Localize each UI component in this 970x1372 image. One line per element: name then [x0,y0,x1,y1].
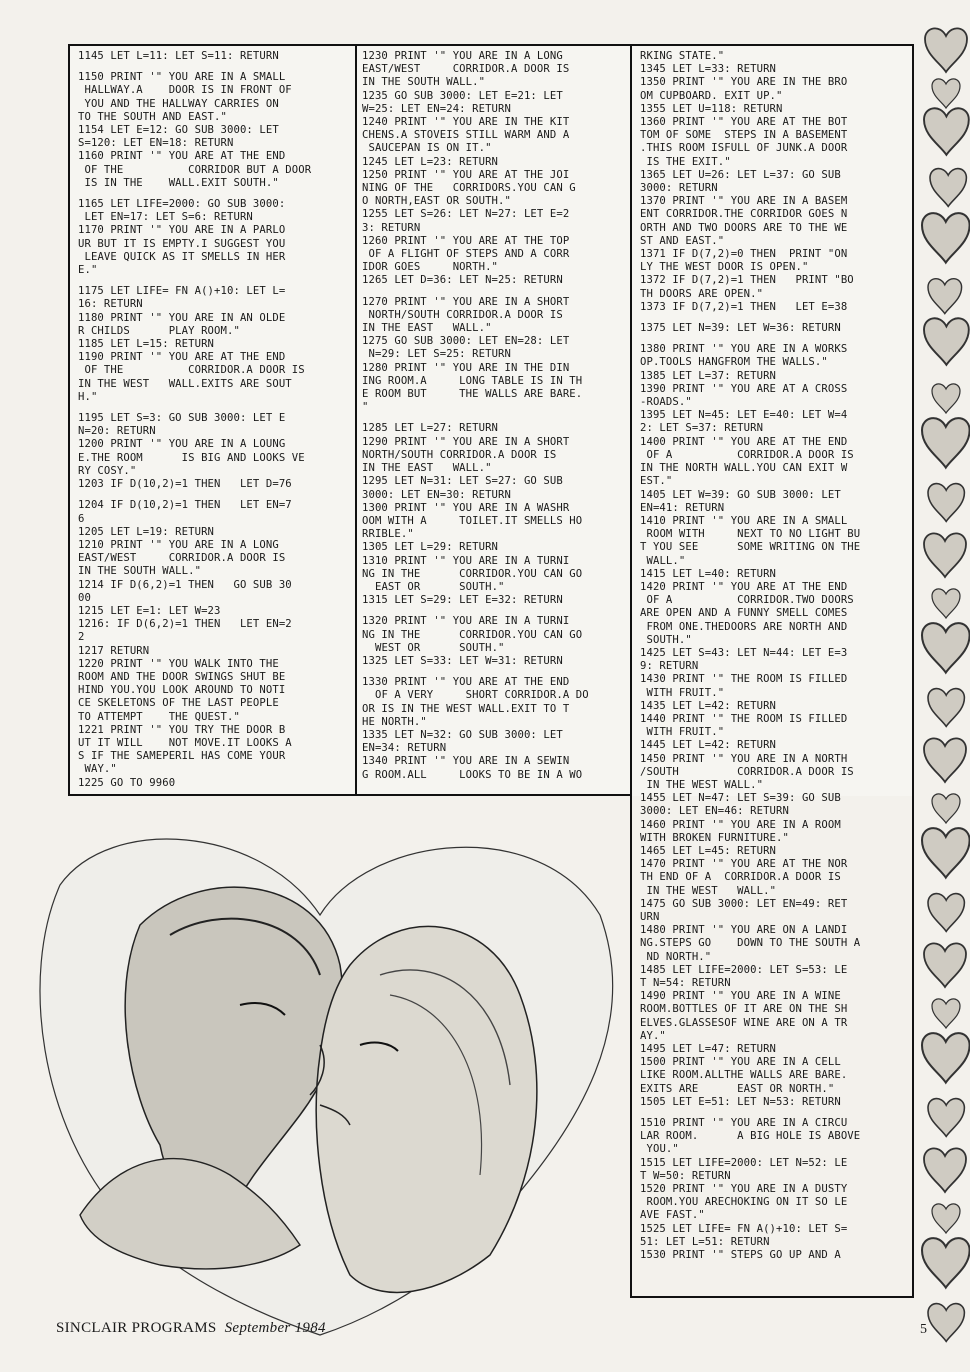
listing-line: 1295 LET N=31: LET S=27: GO SUB [362,475,563,488]
listing-line: 1190 PRINT '" YOU ARE AT THE END [78,351,286,364]
listing-line: 1500 PRINT '" YOU ARE IN A CELL [640,1056,841,1069]
frame-left [68,44,70,796]
listing-line: 1170 PRINT '" YOU ARE IN A PARLO [78,224,286,237]
listing-column-2 [362,50,628,782]
listing-line: 3000: LET EN=46: RETURN [640,805,789,818]
listing-line: EST." [640,475,673,488]
listing-line: 1240 PRINT '" YOU ARE IN THE KIT [362,116,570,129]
issue-date: September 1984 [224,1320,326,1336]
listing-line: 1175 LET LIFE= FN A()+10: LET L= [78,285,286,298]
block-gap [640,1109,906,1117]
listing-line: 1220 PRINT '" YOU WALK INTO THE [78,657,279,670]
listing-line: IN THE SOUTH WALL." [362,76,486,89]
block-gap [362,288,628,296]
listing-line: ROOM AND THE DOOR SWINGS SHUT BE [78,670,286,683]
listing-line: ROOM WITH NEXT TO NO LIGHT BU [640,528,861,541]
listing-line: NORTH/SOUTH CORRIDOR.A DOOR IS [362,448,557,461]
listing-line: 1330 PRINT '" YOU ARE AT THE END [362,676,570,689]
listing-line: 1250 PRINT '" YOU ARE AT THE JOI [362,168,570,181]
listing-line: 1470 PRINT '" YOU ARE AT THE NOR [640,858,848,871]
block-gap [640,314,906,322]
listing-line: ROOM.YOU ARECHOKING ON IT SO LE [640,1196,848,1209]
listing-line: UR BUT IT IS EMPTY.I SUGGEST YOU [78,237,286,250]
listing-line: 1495 LET L=47: RETURN [640,1043,777,1056]
listing-line: TO ATTEMPT THE QUEST." [78,710,240,723]
listing-line: 1435 LET L=42: RETURN [640,699,777,712]
listing-line: NG IN THE CORRIDOR.YOU CAN GO [362,628,583,641]
listing-line: IN THE EAST WALL." [362,462,492,475]
listing-line: -ROADS." [640,396,692,409]
listing-line: 1415 LET L=40: RETURN [640,567,777,580]
listing-line: ROOM.BOTTLES OF IT ARE ON THE SH [640,1003,848,1016]
listing-line: ARE OPEN AND A FUNNY SMELL COMES [640,607,848,620]
listing-line: WITH BROKEN FURNITURE." [640,831,789,844]
listing-line: OM CUPBOARD. EXIT UP." [640,89,783,102]
listing-line: 1154 LET E=12: GO SUB 3000: LET [78,124,279,137]
listing-line: IS IN THE WALL.EXIT SOUTH." [78,176,279,189]
couple-kissing-illustration [20,795,620,1340]
listing-line: 51: LET L=51: RETURN [640,1235,770,1248]
listing-line: " [362,401,369,414]
listing-line: 1280 PRINT '" YOU ARE IN THE DIN [362,361,570,374]
listing-line: NG IN THE CORRIDOR.YOU CAN GO [362,567,583,580]
listing-line: 1485 LET LIFE=2000: LET S=53: LE [640,963,848,976]
listing-line: 1510 PRINT '" YOU ARE IN A CIRCU [640,1117,848,1130]
listing-line: 1490 PRINT '" YOU ARE IN A WINE [640,990,841,1003]
listing-line: 1385 LET L=37: RETURN [640,369,777,382]
listing-line: 1390 PRINT '" YOU ARE AT A CROSS [640,382,848,395]
listing-line: /SOUTH CORRIDOR.A DOOR IS [640,765,854,778]
block-gap [78,63,350,71]
block-gap [362,607,628,615]
listing-line: T N=54: RETURN [640,977,731,990]
listing-line: 1440 PRINT '" THE ROOM IS FILLED [640,712,848,725]
hearts-border [910,0,970,1372]
listing-line: 1505 LET E=51: LET N=53: RETURN [640,1095,841,1108]
listing-line: 1460 PRINT '" YOU ARE IN A ROOM [640,818,841,831]
listing-line: 1400 PRINT '" YOU ARE AT THE END [640,435,848,448]
listing-line: EAST/WEST CORRIDOR.A DOOR IS [78,552,286,565]
listing-line: EXITS ARE EAST OR NORTH." [640,1082,835,1095]
listing-line: NG.STEPS GO DOWN TO THE SOUTH A [640,937,861,950]
listing-line: 1230 PRINT '" YOU ARE IN A LONG [362,50,563,62]
listing-line: 1373 IF D(7,2)=1 THEN LET E=38 [640,300,848,313]
listing-line: NING OF THE CORRIDORS.YOU CAN G [362,182,576,195]
listing-line: AVE FAST." [640,1209,705,1222]
listing-line: UT IT WILL NOT MOVE.IT LOOKS A [78,736,292,749]
listing-line: 9: RETURN [640,660,699,673]
column-divider-1 [355,44,357,796]
listing-line: 1210 PRINT '" YOU ARE IN A LONG [78,538,279,551]
listing-line: 1340 PRINT '" YOU ARE IN A SEWIN [362,755,570,768]
listing-line: 1260 PRINT '" YOU ARE AT THE TOP [362,234,570,247]
block-gap [78,190,350,198]
listing-line: 3000: RETURN [640,182,718,195]
listing-line: EAST OR SOUTH." [362,580,505,593]
listing-line: ING ROOM.A LONG TABLE IS IN TH [362,374,583,387]
listing-line: 1370 PRINT '" YOU ARE IN A BASEM [640,195,848,208]
listing-line: URN [640,911,660,923]
listing-line: IN THE WEST WALL." [640,884,777,897]
listing-line: OF THE CORRIDOR BUT A DOOR [78,163,312,176]
listing-line: 1285 LET L=27: RETURN [362,422,499,435]
listing-line: 1345 LET L=33: RETURN [640,63,777,76]
listing-line: H." [78,390,98,403]
listing-line: 1520 PRINT '" YOU ARE IN A DUSTY [640,1183,848,1196]
listing-line: 1160 PRINT '" YOU ARE AT THE END [78,150,286,163]
listing-line: OOM WITH A TOILET.IT SMELLS HO [362,514,583,527]
listing-line: 1405 LET W=39: GO SUB 3000: LET [640,488,841,501]
listing-line: 1365 LET U=26: LET L=37: GO SUB [640,168,841,181]
block-gap [78,277,350,285]
listing-line: 1525 LET LIFE= FN A()+10: LET S= [640,1222,848,1235]
listing-line: LET EN=17: LET S=6: RETURN [78,211,253,224]
listing-line: 1275 GO SUB 3000: LET EN=28: LET [362,335,570,348]
listing-line: IDOR GOES NORTH." [362,261,499,274]
listing-line: IN THE SOUTH WALL." [78,565,202,578]
listing-line: 1420 PRINT '" YOU ARE AT THE END [640,580,848,593]
listing-line: OF A CORRIDOR.A DOOR IS [640,448,854,461]
listing-line: 1195 LET S=3: GO SUB 3000: LET E [78,412,286,425]
listing-line: 1165 LET LIFE=2000: GO SUB 3000: [78,198,286,211]
listing-line: LY THE WEST DOOR IS OPEN." [640,261,809,274]
listing-line: TH END OF A CORRIDOR.A DOOR IS [640,871,841,884]
magazine-footer [56,1320,326,1337]
listing-line: 3: RETURN [362,221,421,234]
listing-line: 1305 LET L=29: RETURN [362,541,499,554]
listing-line: OF A CORRIDOR.TWO DOORS [640,594,854,607]
listing-line: 6 [78,512,85,525]
listing-line: IN THE EAST WALL." [362,322,492,335]
listing-line: N=20: RETURN [78,425,156,438]
listing-line: 1410 PRINT '" YOU ARE IN A SMALL [640,514,848,527]
listing-line: 1180 PRINT '" YOU ARE IN AN OLDE [78,311,286,324]
listing-line: HIND YOU.YOU LOOK AROUND TO NOTI [78,684,286,697]
listing-line: WAY." [78,763,117,776]
listing-line: 1145 LET L=11: LET S=11: RETURN [78,50,279,62]
listing-line: 1430 PRINT '" THE ROOM IS FILLED [640,673,848,686]
listing-line: 1320 PRINT '" YOU ARE IN A TURNI [362,615,570,628]
listing-line: TO THE SOUTH AND EAST." [78,110,227,123]
listing-line: HE NORTH." [362,715,427,728]
listing-line: 1355 LET U=118: RETURN [640,102,783,115]
listing-line: 1515 LET LIFE=2000: LET N=52: LE [640,1156,848,1169]
listing-line: ORTH AND TWO DOORS ARE TO THE WE [640,221,848,234]
listing-line: 2 [78,631,85,644]
listing-line: T YOU SEE SOME WRITING ON THE [640,541,861,554]
listing-line: FROM ONE.THEDOORS ARE NORTH AND [640,620,848,633]
listing-line: RRIBLE." [362,528,414,541]
listing-line: ELVES.GLASSESOF WINE ARE ON A TR [640,1016,848,1029]
listing-line: OP.TOOLS HANGFROM THE WALLS." [640,356,828,369]
listing-line: WITH FRUIT." [640,726,725,739]
block-gap [78,404,350,412]
listing-line: O NORTH,EAST OR SOUTH." [362,195,511,208]
listing-line: ST AND EAST." [640,234,725,247]
listing-line: ND NORTH." [640,950,712,963]
listing-line: 1395 LET N=45: LET E=40: LET W=4 [640,409,848,422]
listing-line: TOM OF SOME STEPS IN A BASEMENT [640,129,848,142]
listing-line: 1300 PRINT '" YOU ARE IN A WASHR [362,501,570,514]
listing-line: OF A FLIGHT OF STEPS AND A CORR [362,248,570,261]
listing-line: 1455 LET N=47: LET S=39: GO SUB [640,792,841,805]
listing-line: 1360 PRINT '" YOU ARE AT THE BOT [640,116,848,129]
listing-line: 1290 PRINT '" YOU ARE IN A SHORT [362,435,570,448]
listing-line: .THIS ROOM ISFULL OF JUNK.A DOOR [640,142,848,155]
listing-line: 1270 PRINT '" YOU ARE IN A SHORT [362,295,570,308]
listing-line: SAUCEPAN IS ON IT." [362,142,492,155]
listing-line: IN THE NORTH WALL.YOU CAN EXIT W [640,462,848,475]
listing-line: S=120: LET EN=18: RETURN [78,137,234,150]
listing-line: G ROOM.ALL LOOKS TO BE IN A WO [362,768,583,781]
listing-line: SOUTH." [640,633,692,646]
listing-line: LEAVE QUICK AS IT SMELLS IN HER [78,250,286,263]
listing-line: 1325 LET S=33: LET W=31: RETURN [362,654,563,667]
listing-line: E ROOM BUT THE WALLS ARE BARE. [362,388,583,401]
listing-line: T W=50: RETURN [640,1169,731,1182]
listing-line: 1310 PRINT '" YOU ARE IN A TURNI [362,554,570,567]
listing-line: 1425 LET S=43: LET N=44: LET E=3 [640,646,848,659]
listing-line: 1215 LET E=1: LET W=23 [78,604,221,617]
listing-line: YOU." [640,1143,679,1156]
listing-line: WEST OR SOUTH." [362,641,505,654]
listing-line: 1150 PRINT '" YOU ARE IN A SMALL [78,71,286,84]
listing-line: RY COSY." [78,464,137,477]
listing-line: 1255 LET S=26: LET N=27: LET E=2 [362,208,570,221]
listing-line: E.THE ROOM IS BIG AND LOOKS VE [78,451,305,464]
listing-line: 1315 LET S=29: LET E=32: RETURN [362,594,563,607]
listing-line: 1245 LET L=23: RETURN [362,155,499,168]
listing-line: 1235 GO SUB 3000: LET E=21: LET [362,89,563,102]
listing-line: 1350 PRINT '" YOU ARE IN THE BRO [640,76,848,89]
listing-line: 1372 IF D(7,2)=1 THEN PRINT "BO [640,274,854,287]
listing-line: 1214 IF D(6,2)=1 THEN GO SUB 30 [78,578,292,591]
listing-line: 1265 LET D=36: LET N=25: RETURN [362,274,563,287]
block-gap [640,335,906,343]
listing-line: 1203 IF D(10,2)=1 THEN LET D=76 [78,478,292,491]
listing-line: LAR ROOM. A BIG HOLE IS ABOVE [640,1130,861,1143]
listing-line: WALL." [640,554,686,567]
listing-line: 1371 IF D(7,2)=0 THEN PRINT "ON [640,248,848,261]
listing-line: AY." [640,1029,666,1042]
listing-line: W=25: LET EN=24: RETURN [362,102,511,115]
listing-line: CHENS.A STOVEIS STILL WARM AND A [362,129,570,142]
listing-line: 1216: IF D(6,2)=1 THEN LET EN=2 [78,618,292,631]
listing-line: EN=41: RETURN [640,501,725,514]
listing-line: 1465 LET L=45: RETURN [640,844,777,857]
listing-line: 1185 LET L=15: RETURN [78,338,215,351]
listing-line: RKING STATE." [640,50,725,62]
listing-line: 1475 GO SUB 3000: LET EN=49: RET [640,897,848,910]
magazine-name: SINCLAIR PROGRAMS [56,1320,217,1336]
listing-line: EAST/WEST CORRIDOR.A DOOR IS [362,63,570,76]
listing-line: TH DOORS ARE OPEN." [640,287,764,300]
block-gap [362,414,628,422]
listing-line: OR IS IN THE WEST WALL.EXIT TO T [362,702,570,715]
listing-line: IN THE WEST WALL." [640,778,764,791]
listing-line: OF THE CORRIDOR.A DOOR IS [78,364,305,377]
page-number: 5 [920,1322,927,1337]
listing-line: CE SKELETONS OF THE LAST PEOPLE [78,697,279,710]
listing-line: 1450 PRINT '" YOU ARE IN A NORTH [640,752,848,765]
listing-line: S IF THE SAMEPERIL HAS COME YOUR [78,750,286,763]
listing-line: 1375 LET N=39: LET W=36: RETURN [640,322,841,335]
listing-line: R CHILDS PLAY ROOM." [78,324,240,337]
listing-line: IN THE WEST WALL.EXITS ARE SOUT [78,377,292,390]
listing-line: 00 [78,591,91,604]
listing-line: 1205 LET L=19: RETURN [78,525,215,538]
listing-line: ENT CORRIDOR.THE CORRIDOR GOES N [640,208,848,221]
listing-column-1 [78,50,350,790]
listing-line: 1200 PRINT '" YOU ARE IN A LOUNG [78,438,286,451]
listing-line: 1530 PRINT '" STEPS GO UP AND A [640,1249,841,1262]
listing-line: 1480 PRINT '" YOU ARE ON A LANDI [640,924,848,937]
listing-line: 1445 LET L=42: RETURN [640,739,777,752]
listing-line: LIKE ROOM.ALLTHE WALLS ARE BARE. [640,1069,848,1082]
listing-line: WITH FRUIT." [640,686,725,699]
listing-line: N=29: LET S=25: RETURN [362,348,511,361]
listing-line: EN=34: RETURN [362,742,447,755]
listing-line: 1204 IF D(10,2)=1 THEN LET EN=7 [78,499,292,512]
listing-line: 1380 PRINT '" YOU ARE IN A WORKS [640,343,848,356]
listing-line: 3000: LET EN=30: RETURN [362,488,511,501]
listing-line: 16: RETURN [78,298,143,311]
listing-line: YOU AND THE HALLWAY CARRIES ON [78,97,279,110]
listing-line: 2: LET S=37: RETURN [640,422,764,435]
listing-line: 1335 LET N=32: GO SUB 3000: LET [362,728,563,741]
listing-line: 1217 RETURN [78,644,150,657]
listing-line: E." [78,264,98,277]
listing-line: NORTH/SOUTH CORRIDOR.A DOOR IS [362,308,563,321]
listing-column-3 [640,50,906,1262]
listing-line: OF A VERY SHORT CORRIDOR.A DO [362,689,589,702]
listing-line: IS THE EXIT." [640,155,731,168]
block-gap [78,491,350,499]
listing-line: 1221 PRINT '" YOU TRY THE DOOR B [78,723,286,736]
listing-line: 1225 GO TO 9960 [78,776,176,789]
block-gap [362,668,628,676]
listing-line: HALLWAY.A DOOR IS IN FRONT OF [78,84,292,97]
